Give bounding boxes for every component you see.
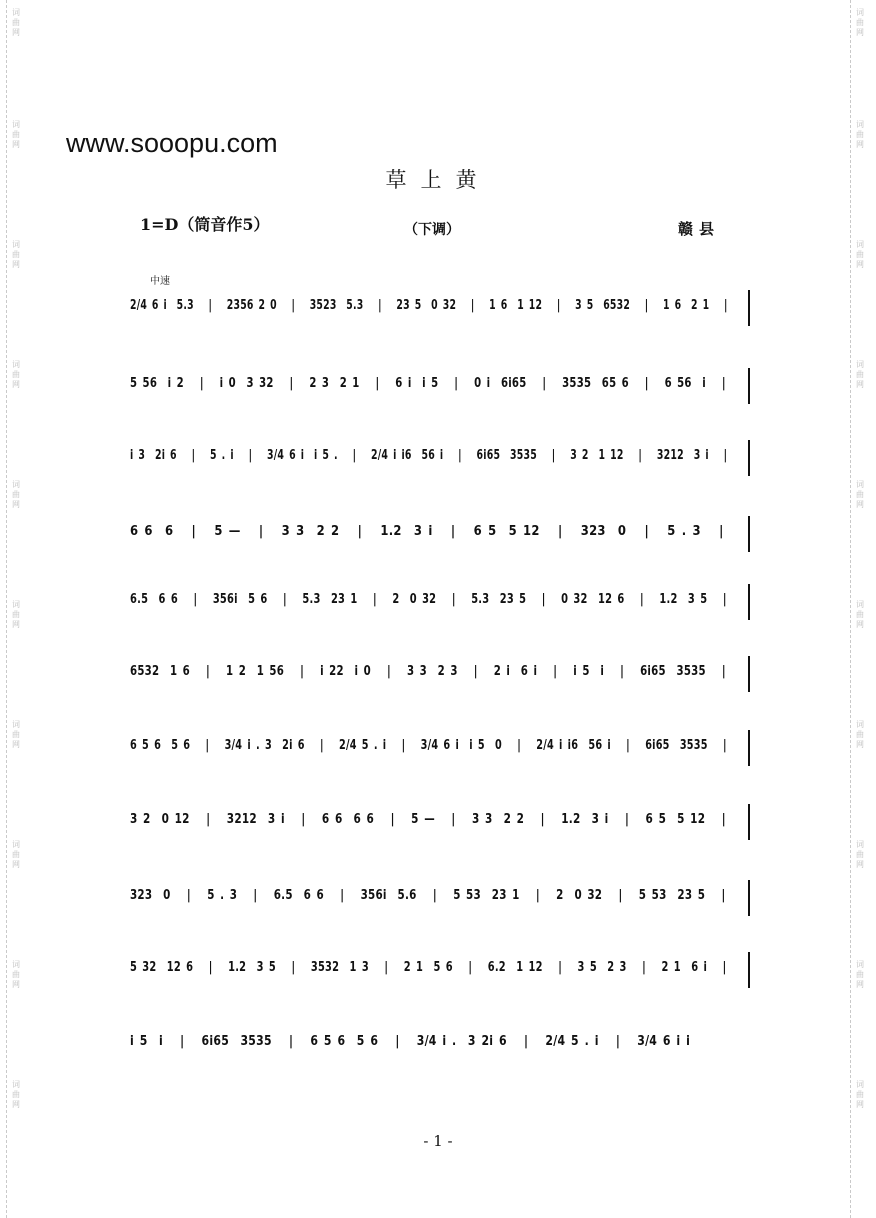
watermark-text: 词曲网	[856, 8, 864, 37]
score-line	[130, 656, 760, 696]
watermark-text: 词曲网	[856, 360, 864, 389]
end-barline	[748, 804, 750, 840]
score-line	[130, 1026, 760, 1066]
end-barline	[748, 952, 750, 988]
score-line-notes: 5 32 12 6 | 1.2 3 5 | 3532 1 3 | 2 1 5 6 | 6.2 1 12 | 3 5 2 3 | 2 1 6 i |	[130, 960, 742, 975]
watermark-text: 词曲网	[12, 480, 20, 509]
watermark-text: 词曲网	[12, 960, 20, 989]
end-barline	[748, 440, 750, 476]
watermark-text: 词曲网	[12, 240, 20, 269]
end-barline	[748, 880, 750, 916]
watermark-text: 词曲网	[856, 120, 864, 149]
end-barline	[748, 584, 750, 620]
score-line-notes: i 5 i | 6i65 3535 | 6 5 6 5 6 | 3/4 i . 3 2i 6 | 2/4 5 . i | 3/4 6 i i	[130, 1034, 691, 1049]
end-barline	[748, 516, 750, 552]
watermark-text: 词曲网	[12, 360, 20, 389]
watermark-text: 词曲网	[12, 120, 20, 149]
score-line-notes: 2/4 6 i 5.3 | 2356 2 0 | 3523 5.3 | 23 5 0 32 | 1 6 1 12 | 3 5 6532 | 1 6 2 1 |	[130, 298, 743, 313]
watermark-text: 词曲网	[12, 720, 20, 749]
score-line-notes: 5 56 i 2 | i 0 3 32 | 2 3 2 1 | 6 i i 5 | 0 i 6i65 | 3535 65 6 | 6 56 i |	[130, 376, 742, 391]
watermark-text: 词曲网	[856, 720, 864, 749]
score-line	[130, 584, 760, 624]
score-line-notes: i 3 2i 6 | 5 . i | 3/4 6 i i 5 . | 2/4 i i6 56 i | 6i65 3535 | 3 2 1 12 | 3212 3 i |	[130, 448, 742, 463]
song-title: 草上黄	[385, 168, 491, 192]
score-line	[130, 368, 760, 408]
key-signature: 1=D（筒音作5）	[140, 215, 270, 234]
end-barline	[748, 368, 750, 404]
score-line-notes: 6.5 6 6 | 356i 5 6 | 5.3 23 1 | 2 0 32 | 5.3 23 5 | 0 32 12 6 | 1.2 3 5 |	[130, 592, 743, 607]
watermark-text: 词曲网	[856, 240, 864, 269]
score-line-notes: 323 0 | 5 . 3 | 6.5 6 6 | 356i 5.6 | 5 53 23 1 | 2 0 32 | 5 53 23 5 |	[130, 888, 742, 903]
score-line	[130, 880, 760, 920]
score-line-notes: 6 5 6 5 6 | 3/4 i . 3 2i 6 | 2/4 5 . i | 3/4 6 i i 5 0 | 2/4 i i6 56 i | 6i65 3535 |	[130, 738, 742, 753]
watermark-text: 词曲网	[856, 960, 864, 989]
score-line-notes: 6 6 6 | 5 — | 3 3 2 2 | 1.2 3 i | 6 5 5 12 | 323 0 | 5 . 3 |	[130, 524, 742, 539]
tuning-label: （下调）	[404, 222, 460, 238]
score-line	[130, 952, 760, 992]
watermark-text: 词曲网	[856, 600, 864, 629]
score-line-notes: 6532 1 6 | 1 2 1 56 | i 22 i 0 | 3 3 2 3 | 2 i 6 i | i 5 i | 6i65 3535 |	[130, 664, 742, 679]
page-number: - 1 -	[423, 1132, 453, 1150]
watermark-text: 词曲网	[12, 1080, 20, 1109]
origin-label: 赣县	[678, 220, 721, 238]
watermark-text: 词曲网	[856, 840, 864, 869]
score-line	[130, 440, 760, 480]
score-line	[130, 290, 760, 330]
end-barline	[748, 656, 750, 692]
watermark-text: 词曲网	[12, 600, 20, 629]
watermark-text: 词曲网	[856, 480, 864, 509]
end-barline	[748, 730, 750, 766]
score-line	[130, 730, 760, 770]
watermark-text: 词曲网	[12, 8, 20, 37]
watermark-text: 词曲网	[12, 840, 20, 869]
score-line	[130, 804, 760, 844]
score-line-notes: 3 2 0 12 | 3212 3 i | 6 6 6 6 | 5 — | 3 3 2 2 | 1.2 3 i | 6 5 5 12 |	[130, 812, 743, 827]
tempo-marking: 中速	[150, 276, 170, 287]
end-barline	[748, 290, 750, 326]
site-url: www.sooopu.com	[66, 128, 278, 158]
watermark-text: 词曲网	[856, 1080, 864, 1109]
score-line	[130, 516, 760, 556]
